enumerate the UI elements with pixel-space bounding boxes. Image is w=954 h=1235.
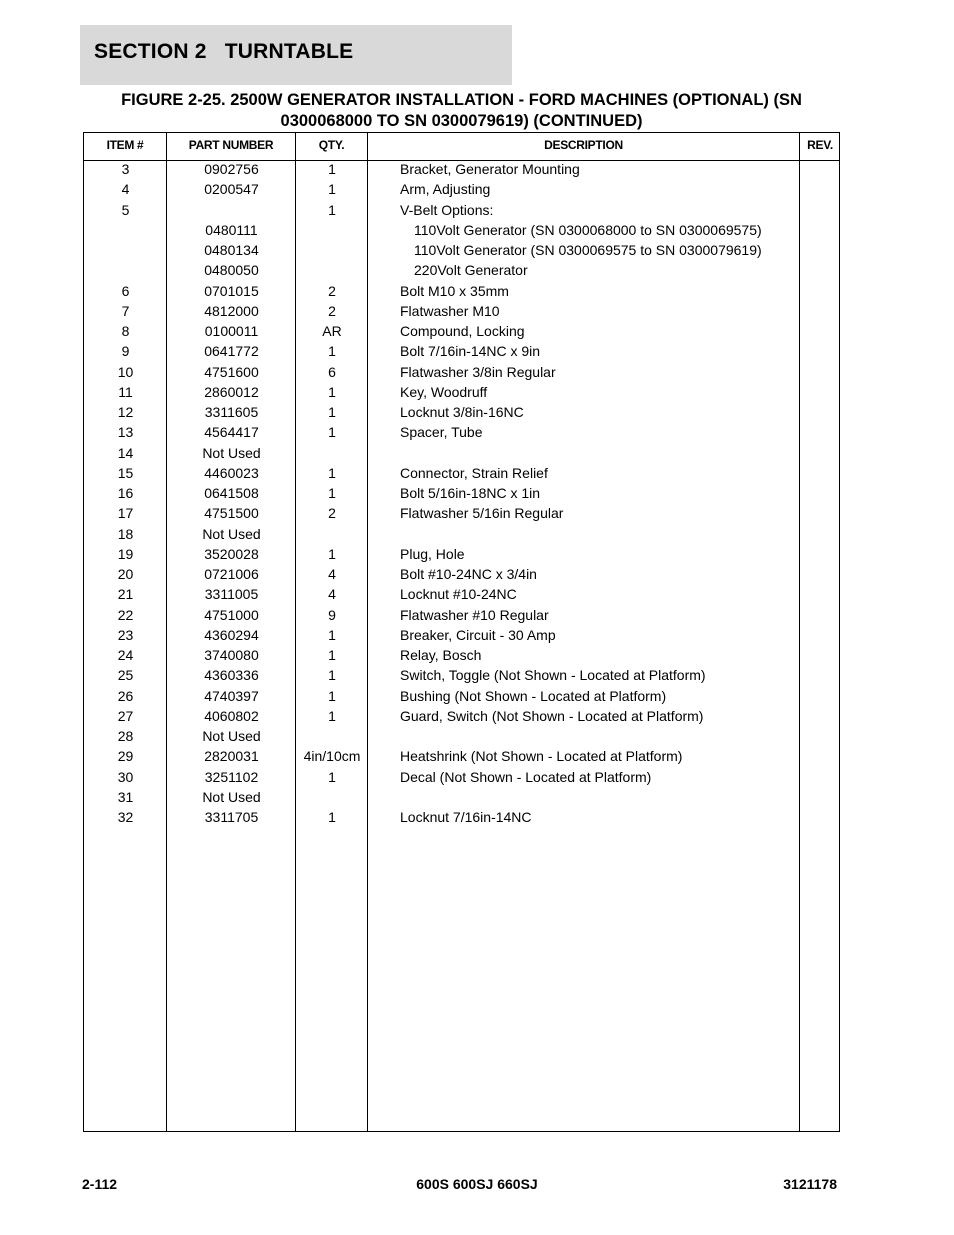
- part-number-cell: 4060802: [204, 707, 259, 724]
- description-cell: Locknut 7/16in-14NC: [400, 809, 532, 825]
- table-row: [84, 260, 839, 280]
- qty-cell: 1: [328, 161, 336, 177]
- qty-cell: 2: [328, 302, 336, 319]
- figure-title: [83, 90, 840, 132]
- table-row: [84, 382, 839, 402]
- document-number: 3121178: [783, 1176, 837, 1192]
- qty-cell: 1: [328, 201, 336, 218]
- description-cell: Breaker, Circuit - 30 Amp: [400, 626, 556, 643]
- qty-cell: 1: [328, 687, 336, 704]
- item-cell: 13: [117, 424, 134, 441]
- part-number-cell: Not Used: [202, 728, 261, 744]
- qty-cell: 1: [328, 464, 336, 481]
- part-number-cell: 4740397: [204, 687, 259, 704]
- description-cell: Locknut #10-24NC: [400, 586, 517, 603]
- part-number-cell: 4812000: [204, 302, 259, 319]
- description-cell: Compound, Locking: [400, 323, 525, 339]
- part-number-cell: 3740080: [204, 647, 259, 663]
- table-row: [84, 422, 839, 442]
- description-cell: Bushing (Not Shown - Located at Platform): [400, 687, 667, 704]
- table-row: [84, 625, 839, 645]
- part-number-cell: 2860012: [204, 383, 259, 400]
- qty-cell: 2: [328, 282, 336, 299]
- item-cell: 24: [117, 647, 134, 663]
- qty-cell: 1: [328, 181, 336, 198]
- qty-cell: 4in/10cm: [303, 748, 361, 765]
- item-cell: 23: [117, 626, 134, 643]
- table-row: [84, 807, 839, 827]
- item-cell: 17: [117, 505, 134, 522]
- part-number-cell: 0480111: [205, 221, 258, 238]
- description-cell: Bolt 5/16in-18NC x 1in: [400, 485, 541, 501]
- table-row: [84, 584, 839, 604]
- table-row: [84, 483, 839, 503]
- item-cell: 5: [121, 201, 130, 218]
- page-number: 2-112: [82, 1176, 118, 1192]
- qty-cell: 1: [328, 707, 336, 724]
- description-cell: Plug, Hole: [400, 545, 465, 562]
- part-number-cell: 2820031: [204, 748, 259, 765]
- part-number-cell: 4751500: [204, 505, 259, 522]
- description-cell: V-Belt Options:: [400, 201, 494, 218]
- item-cell: 6: [121, 282, 130, 299]
- part-number-cell: 0701015: [204, 282, 259, 299]
- table-row: [84, 281, 839, 301]
- description-cell: 220Volt Generator: [414, 262, 528, 279]
- table-row: [84, 179, 839, 199]
- item-cell: 28: [117, 728, 134, 744]
- table-row: [84, 645, 839, 665]
- description-cell: Decal (Not Shown - Located at Platform): [400, 768, 652, 785]
- item-cell: 15: [117, 464, 134, 481]
- description-cell: Bolt #10-24NC x 3/4in: [400, 566, 537, 582]
- table-row: [84, 503, 839, 523]
- table-row: [84, 301, 839, 321]
- table-row: [84, 564, 839, 584]
- qty-cell: 1: [328, 768, 336, 785]
- qty-cell: 4: [328, 586, 336, 603]
- item-cell: 30: [117, 768, 134, 785]
- description-cell: Relay, Bosch: [400, 647, 482, 663]
- item-cell: 14: [117, 444, 134, 461]
- description-cell: Spacer, Tube: [400, 424, 483, 441]
- item-cell: 18: [117, 525, 134, 542]
- model-numbers: 600S 600SJ 660SJ: [416, 1176, 538, 1192]
- description-cell: Bolt M10 x 35mm: [400, 282, 509, 299]
- item-cell: 8: [121, 323, 130, 339]
- qty-cell: 1: [328, 343, 336, 360]
- table-row: [84, 787, 839, 807]
- table-row: [84, 544, 839, 564]
- table-row: [84, 240, 839, 260]
- item-cell: 9: [121, 343, 130, 360]
- part-number-cell: 0200547: [204, 181, 259, 198]
- table-row: [84, 200, 839, 220]
- part-number-cell: 4564417: [204, 424, 259, 441]
- description-cell: Switch, Toggle (Not Shown - Located at Platform): [400, 667, 706, 684]
- section-title: SECTION 2 TURNTABLE: [94, 40, 354, 63]
- part-number-cell: 3520028: [204, 545, 259, 562]
- table-row: [84, 665, 839, 685]
- part-number-cell: Not Used: [202, 444, 261, 461]
- figure-title-line-1: FIGURE 2-25. 2500W GENERATOR INSTALLATION - FORD MACHINES (OPTIONAL) (SN: [121, 91, 802, 109]
- description-cell: Guard, Switch (Not Shown - Located at Platform): [400, 707, 704, 724]
- qty-cell: 1: [328, 545, 336, 562]
- description-cell: Heatshrink (Not Shown - Located at Platform): [400, 748, 683, 765]
- qty-cell: 1: [328, 485, 336, 501]
- table-row: [84, 402, 839, 422]
- description-cell: Flatwasher #10 Regular: [400, 606, 549, 623]
- description-cell: Connector, Strain Relief: [400, 464, 548, 481]
- table-row: [84, 220, 839, 240]
- part-number-cell: Not Used: [202, 525, 261, 542]
- item-cell: 27: [117, 707, 134, 724]
- qty-cell: AR: [322, 323, 342, 339]
- part-number-cell: 3251102: [204, 768, 259, 785]
- table-body: [84, 159, 839, 827]
- part-number-cell: 0641508: [204, 485, 259, 501]
- table-row: [84, 726, 839, 746]
- table-row: [84, 463, 839, 483]
- item-cell: 21: [117, 586, 134, 603]
- item-cell: 16: [117, 485, 134, 501]
- qty-cell: 1: [328, 383, 336, 400]
- part-number-cell: 4360336: [204, 667, 259, 684]
- part-number-cell: 0641772: [204, 343, 259, 360]
- table-row: [84, 341, 839, 361]
- table-row: [84, 443, 839, 463]
- header-item: ITEM #: [106, 138, 144, 152]
- qty-cell: 1: [328, 424, 336, 441]
- part-number-cell: 0100011: [204, 323, 259, 339]
- figure-title-line-2: 0300068000 TO SN 0300079619) (CONTINUED): [280, 112, 643, 130]
- description-cell: Flatwasher 5/16in Regular: [400, 505, 564, 522]
- part-number-cell: 0902756: [204, 161, 259, 177]
- part-number-cell: 0721006: [204, 566, 259, 582]
- item-cell: 3: [121, 161, 130, 177]
- qty-cell: 1: [328, 647, 336, 663]
- description-cell: Arm, Adjusting: [400, 181, 491, 198]
- item-cell: 20: [117, 566, 134, 582]
- part-number-cell: 3311705: [204, 809, 259, 825]
- table-row: [84, 321, 839, 341]
- description-cell: Bracket, Generator Mounting: [400, 161, 580, 177]
- parts-table: [83, 132, 840, 1132]
- qty-cell: 4: [328, 566, 336, 582]
- item-cell: 22: [117, 606, 134, 623]
- table-header: [84, 133, 839, 161]
- qty-cell: 1: [328, 809, 336, 825]
- description-cell: Key, Woodruff: [400, 383, 488, 400]
- section-header-band: [80, 25, 512, 85]
- qty-cell: 1: [328, 626, 336, 643]
- description-cell: Flatwasher M10: [400, 302, 500, 319]
- header-description: DESCRIPTION: [544, 138, 623, 152]
- qty-cell: 2: [328, 505, 336, 522]
- item-cell: 4: [121, 181, 130, 198]
- description-cell: Flatwasher 3/8in Regular: [400, 363, 556, 380]
- header-qty: QTY.: [318, 138, 345, 152]
- table-row: [84, 746, 839, 766]
- qty-cell: 6: [328, 363, 336, 380]
- part-number-cell: 4751600: [204, 363, 259, 380]
- item-cell: 25: [117, 667, 134, 684]
- item-cell: 12: [117, 404, 134, 420]
- part-number-cell: 0480134: [204, 242, 259, 258]
- item-cell: 31: [117, 788, 134, 805]
- table-row: [84, 767, 839, 787]
- table-row: [84, 362, 839, 382]
- qty-cell: 1: [328, 667, 336, 684]
- item-cell: 7: [121, 302, 130, 319]
- part-number-cell: 0480050: [204, 262, 259, 279]
- description-cell: 110Volt Generator (SN 0300069575 to SN 0300079619): [414, 242, 762, 258]
- item-cell: 10: [117, 363, 134, 380]
- table-row: [84, 706, 839, 726]
- item-cell: 32: [117, 809, 134, 825]
- header-part-number: PART NUMBER: [188, 138, 274, 152]
- item-cell: 29: [117, 748, 134, 765]
- table-row: [84, 605, 839, 625]
- description-cell: Locknut 3/8in-16NC: [400, 404, 524, 420]
- table-row: [84, 686, 839, 706]
- part-number-cell: 4360294: [204, 626, 259, 643]
- part-number-cell: Not Used: [202, 788, 261, 805]
- qty-cell: 1: [328, 404, 336, 420]
- table-row: [84, 159, 839, 179]
- item-cell: 26: [117, 687, 134, 704]
- description-cell: 110Volt Generator (SN 0300068000 to SN 0300069575): [414, 221, 762, 238]
- part-number-cell: 3311605: [204, 404, 259, 420]
- part-number-cell: 4460023: [204, 464, 259, 481]
- qty-cell: 9: [328, 606, 336, 623]
- table-row: [84, 524, 839, 544]
- header-rev: REV.: [807, 138, 833, 152]
- description-cell: Bolt 7/16in-14NC x 9in: [400, 343, 541, 360]
- item-cell: 11: [118, 383, 133, 400]
- item-cell: 19: [117, 545, 134, 562]
- part-number-cell: 3311005: [204, 586, 259, 603]
- part-number-cell: 4751000: [204, 606, 259, 623]
